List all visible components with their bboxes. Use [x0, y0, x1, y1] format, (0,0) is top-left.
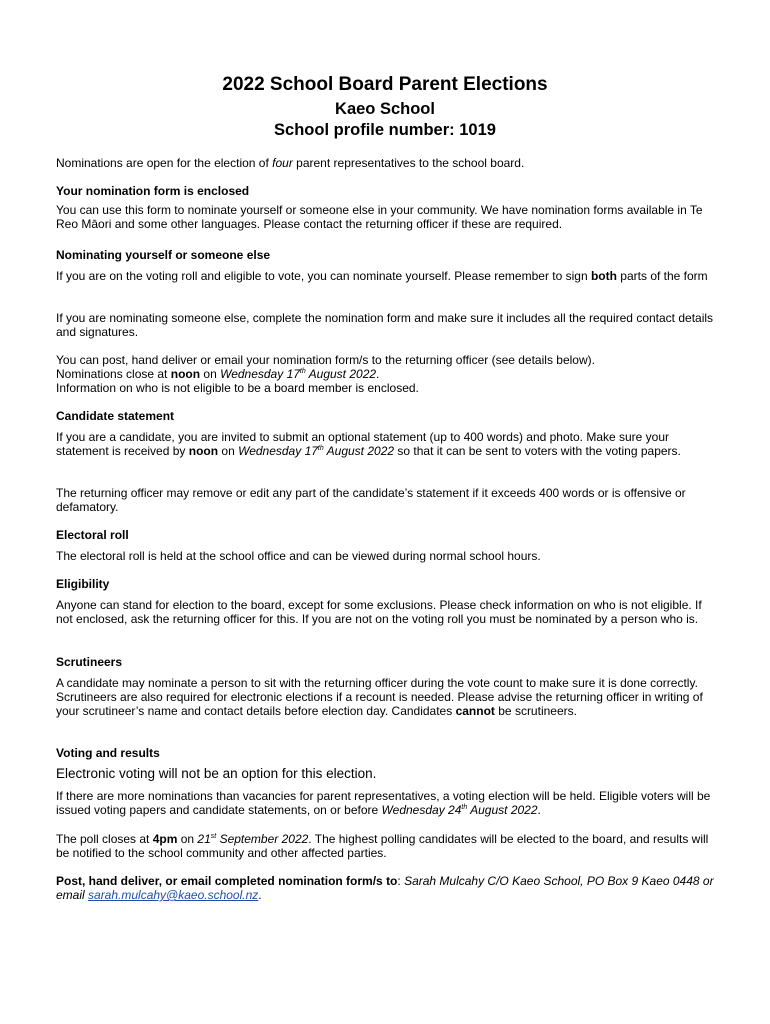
nominating-paragraph-1: If you are on the voting roll and eligible to vote, you can nominate yourself. Please remember to sign both parts of the form: [56, 269, 708, 283]
nomination-form-paragraph: You can use this form to nominate yourself or someone else in your community. We have nomination forms available in Te Reo Māori and some other languages. Please contact the returning officer if these are required.: [56, 203, 703, 231]
section-heading-electoral-roll: Electoral roll: [56, 528, 129, 542]
poll-closes-paragraph: The poll closes at 4pm on 21st September 2022. The highest polling candidates will be elected to the board, and results will be notified to the school community and other affected parties.: [56, 832, 709, 860]
electronic-voting-note: Electronic voting will not be an option for this election.: [56, 766, 377, 781]
intro-paragraph: Nominations are open for the election of four parent representatives to the school board.: [56, 156, 525, 170]
eligibility-paragraph: Anyone can stand for election to the board, except for some exclusions. Please check information on who is not eligible. If not enclosed, ask the returning officer for this. If you are not on the voting roll you must be nominated by a person who is.: [56, 598, 702, 626]
scrutineers-paragraph: A candidate may nominate a person to sit with the returning officer during the vote count to make sure it is done correctly. Scrutineers are also required for electronic elections if a recount is needed. Please advise the returning officer in writing of your scrutineer’s name and contact details before election day. Candidates cannot be scrutineers.: [56, 676, 703, 718]
section-heading-scrutineers: Scrutineers: [56, 655, 123, 669]
submission-details: Post, hand deliver, or email completed nomination form/s to: Sarah Mulcahy C/O Kaeo School, PO Box 9 Kaeo 0448 or email sarah.mulcahy@kaeo.school.nz.: [56, 874, 714, 902]
school-profile-number: School profile number: 1019: [274, 121, 496, 139]
school-name: Kaeo School: [335, 100, 435, 118]
section-heading-voting-results: Voting and results: [56, 746, 160, 760]
candidate-statement-paragraph-2: The returning officer may remove or edit any part of the candidate’s statement if it exceeds 400 words or is offensive or defamatory.: [56, 486, 686, 514]
returning-officer-email-link[interactable]: sarah.mulcahy@kaeo.school.nz: [88, 888, 259, 902]
page-title: 2022 School Board Parent Elections: [222, 74, 548, 95]
nominating-paragraph-2: If you are nominating someone else, complete the nomination form and make sure it includes all the required contact details and signatures.: [56, 311, 714, 339]
section-heading-nomination-form: Your nomination form is enclosed: [56, 184, 250, 198]
voting-paragraph: If there are more nominations than vacancies for parent representatives, a voting election will be held. Eligible voters will be issued voting papers and candidate statements, on or before Wednesday 24th August 2022.: [56, 789, 711, 817]
electoral-roll-paragraph: The electoral roll is held at the school office and can be viewed during normal school hours.: [56, 549, 541, 563]
section-heading-eligibility: Eligibility: [56, 577, 110, 591]
nominating-paragraph-3: You can post, hand deliver or email your nomination form/s to the returning officer (see details below). Nominations close at noon on Wednesday 17th August 2022. Information on who is not eligible to be a board member is enclosed.: [56, 353, 595, 395]
section-heading-candidate-statement: Candidate statement: [56, 409, 175, 423]
candidate-statement-paragraph-1: If you are a candidate, you are invited to submit an optional statement (up to 400 words) and photo. Make sure your statement is received by noon on Wednesday 17th August 2022 so that it can be sent to voters with the voting papers.: [56, 430, 681, 458]
section-heading-nominating: Nominating yourself or someone else: [56, 248, 271, 262]
